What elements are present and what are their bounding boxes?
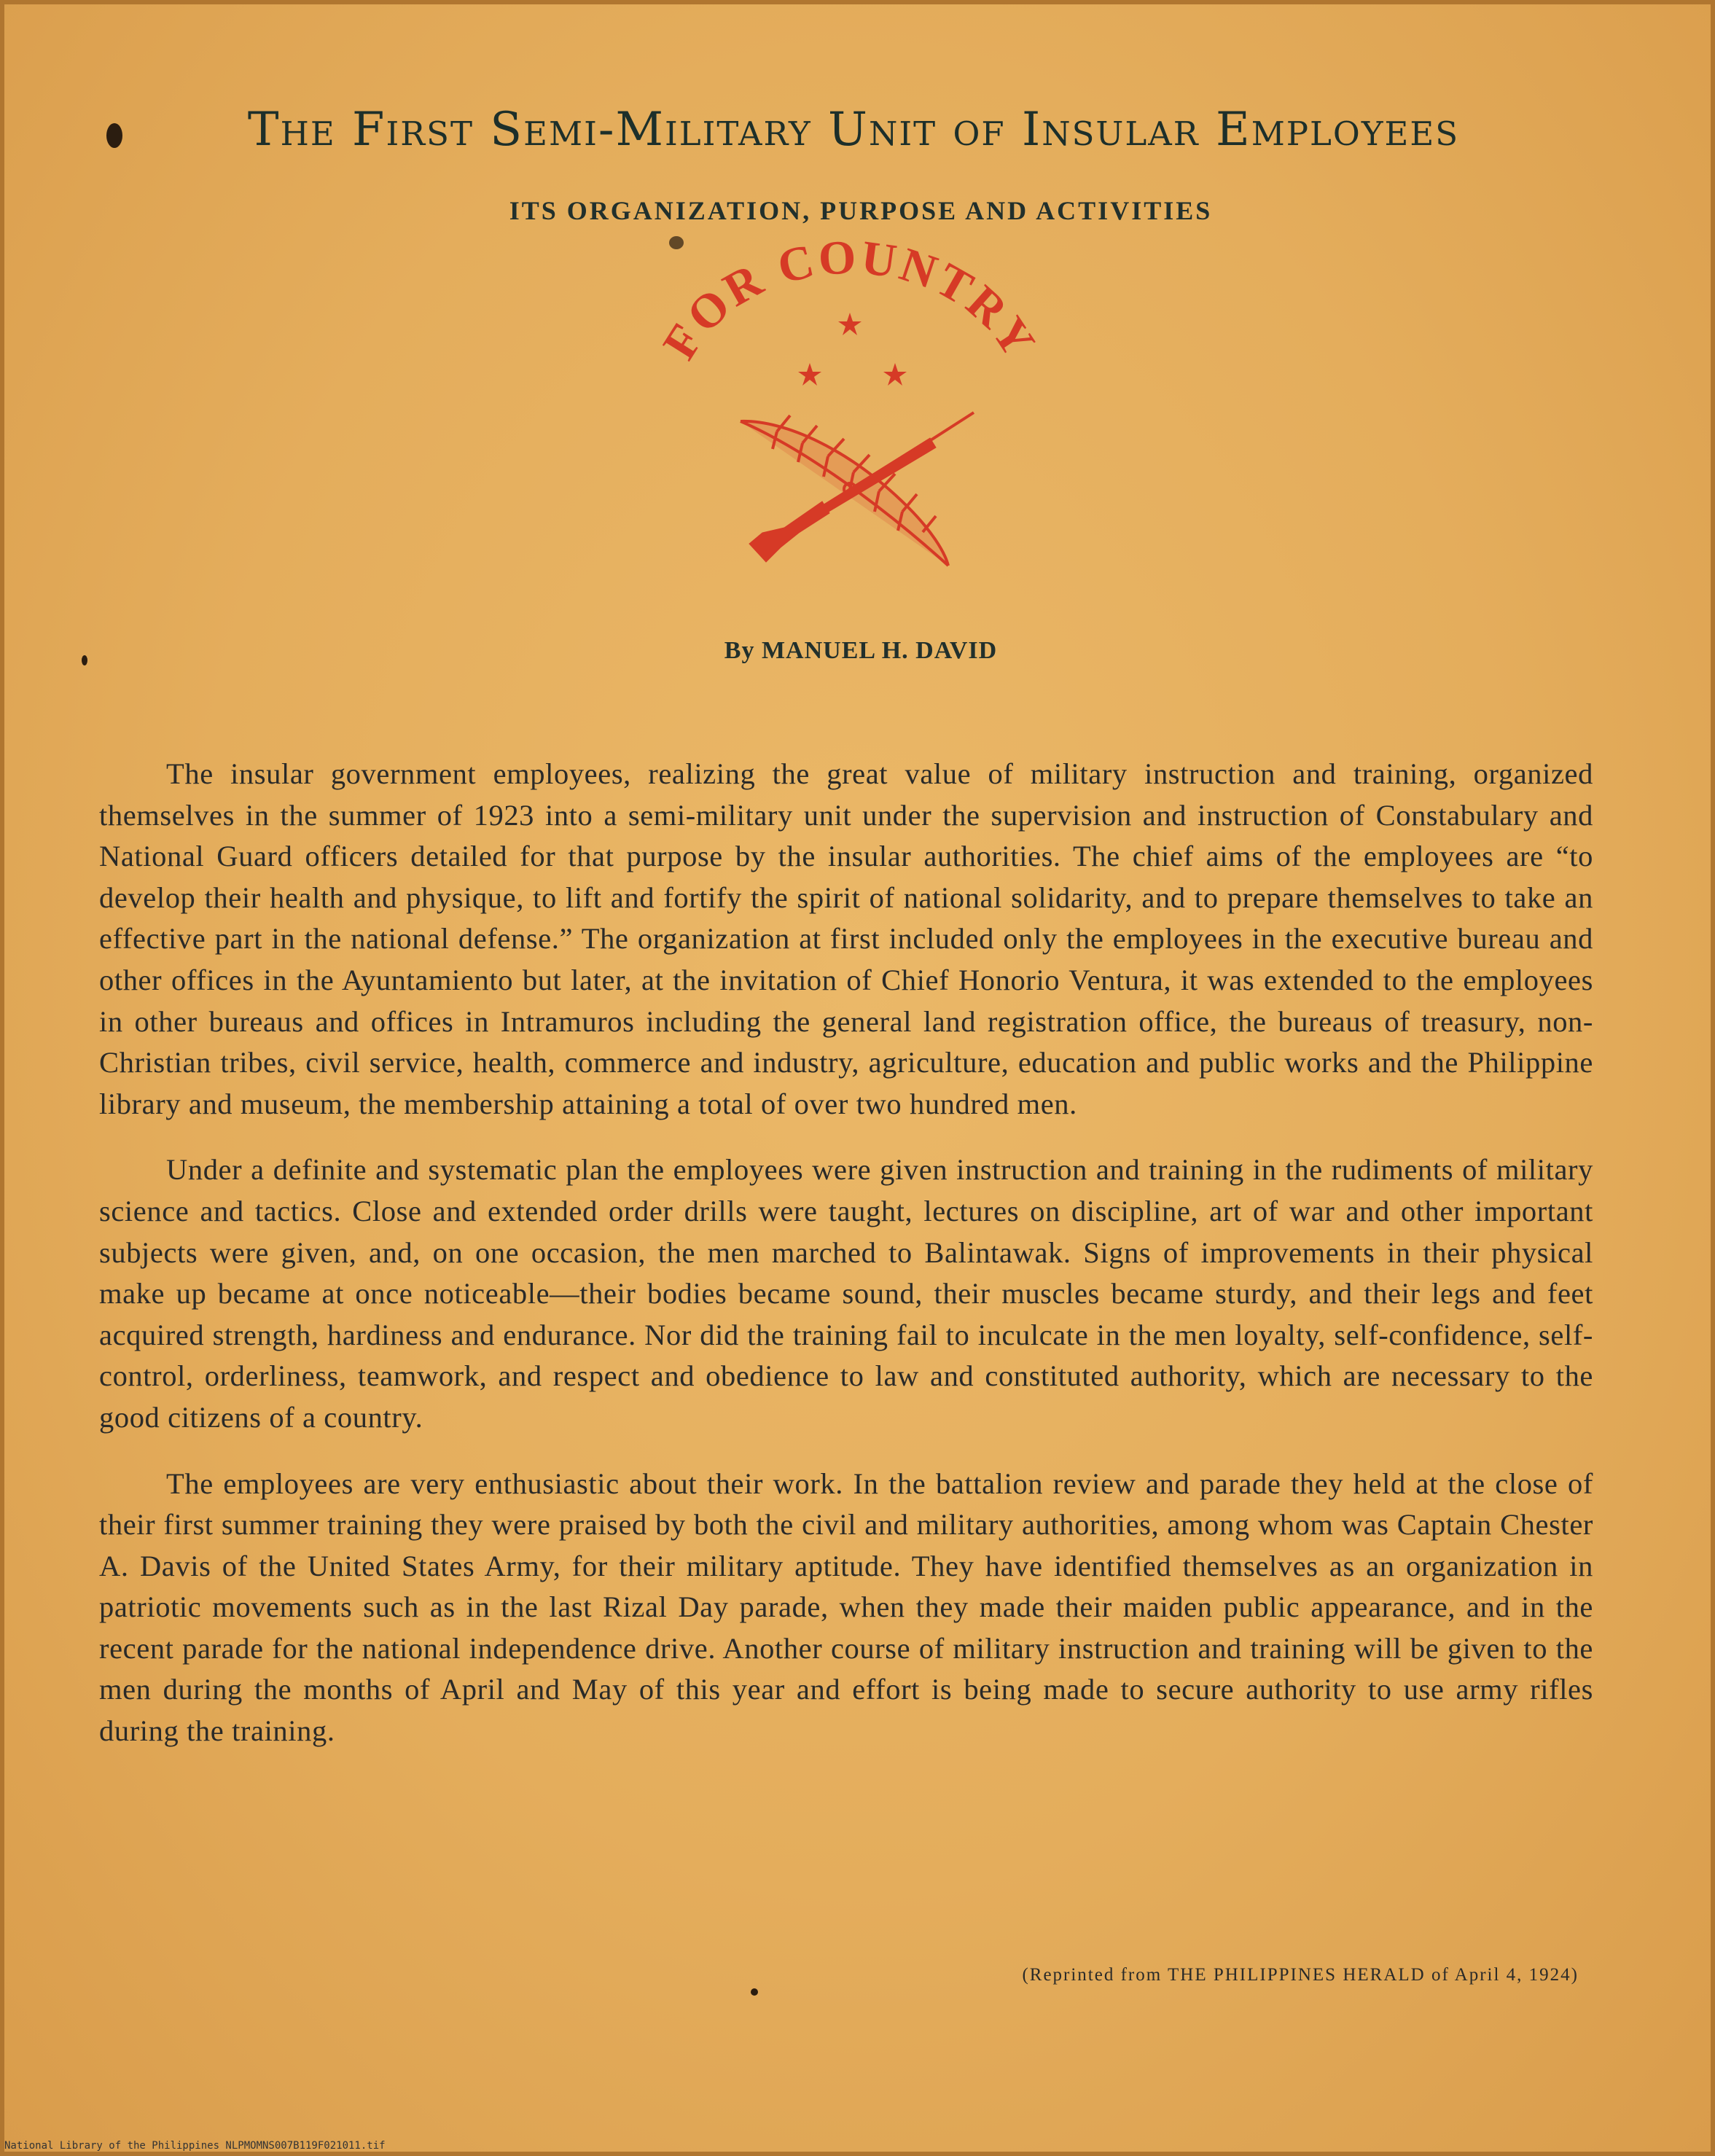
title-rest: mployees bbox=[1251, 103, 1460, 157]
paragraph: The insular government employees, realizing the great value of military instruction and training, organized themselves in the summer of 1923 into a semi-military unit under the supervision and instruction of Constabulary and National Guard officers detailed for that purpose by the insular authorities. The chief aims of the employees are “to develop their health and physique, to lift and fortify the spirit of national solidarity, and to prepare themselves to take an effective part in the national defense.” The organization at first included only the employees in the executive bureau and other offices in the Ayuntamiento but later, at the invitation of Chief Honorio Ventura, it was extended to the employees in other bureaus and offices in Intramuros including the general land registration office, the bureaus of treasury, non-Christian tribes, civil service, health, commerce and industry, agriculture, education and public works and the Philippine library and museum, the membership attaining a total of over two hundred men. bbox=[99, 757, 1593, 1120]
author-byline: By MANUEL H. DAVID bbox=[724, 637, 998, 664]
ink-blot bbox=[751, 1988, 758, 1996]
title-rest: irst bbox=[386, 103, 491, 157]
title-initial: S bbox=[490, 103, 524, 157]
emblem-stars bbox=[798, 313, 907, 386]
reprint-credit: (Reprinted from THE PHILIPPINES HERALD of April 4, 1924) bbox=[1022, 1965, 1579, 1985]
title-initial: M bbox=[615, 103, 665, 157]
title-rest: he bbox=[280, 103, 353, 157]
title-initial: U bbox=[828, 103, 869, 157]
title-rest: ilitary bbox=[665, 103, 829, 157]
emblem-motto bbox=[653, 238, 1047, 369]
document-title bbox=[114, 103, 1593, 157]
title-rest: emi- bbox=[523, 103, 616, 157]
star-icon bbox=[798, 363, 821, 386]
title-initial: I bbox=[1021, 103, 1042, 157]
title-initial: E bbox=[1215, 103, 1251, 157]
title-rest: nit of bbox=[868, 103, 1022, 157]
title-initial: T bbox=[247, 103, 281, 157]
emblem-crossed-rifle-and-quill bbox=[631, 238, 1069, 580]
star-icon bbox=[838, 313, 862, 335]
ink-blot bbox=[82, 655, 87, 665]
ink-blot bbox=[669, 236, 684, 249]
paragraph: Under a definite and systematic plan the employees were given instruction and training in the rudiments of military science and tactics. Close and extended order drills were taught, lectures on discipline, art of war and other important subjects were given, and, on one occasion, the men marched to Balintawak. Signs of improvements in their physical make up became at once noticeable—their bodies became sound, their muscles became sturdy, and their legs and feet acquired strength, hardiness and endurance. Nor did the training fail to inculcate in the men loyalty, self-confidence, self-control, orderliness, teamwork, and respect and obedience to law and constituted authority, which are necessary to the good citizens of a country. bbox=[99, 1153, 1593, 1434]
star-icon bbox=[883, 363, 907, 386]
paragraph: The employees are very enthusiastic about their work. In the battalion review and parade they held at the close of their first summer training they were praised by both the civil and military authorities, among whom was Captain Chester A. Davis of the United States Army, for their military aptitude. They have identified themselves as an organization in patriotic movements such as in the last Rizal Day parade, when they made their maiden public appearance, and in the recent parade for the national independence drive. Another course of military instruction and training will be given to the men during the months of April and May of this year and effort is being made to secure authority to use army rifles during the training. bbox=[99, 1466, 1593, 1748]
archive-footer: National Library of the Philippines NLPMOMNS007B119F021011.tif bbox=[4, 2140, 386, 2152]
ink-blot bbox=[106, 123, 122, 148]
title-rest: nsular bbox=[1042, 103, 1216, 157]
document-subtitle: ITS ORGANIZATION, PURPOSE AND ACTIVITIES bbox=[509, 196, 1213, 225]
article-body bbox=[99, 754, 1593, 1777]
title-initial: F bbox=[352, 103, 386, 157]
emblem-motto-path: FOR COUNTRY bbox=[652, 238, 1047, 369]
